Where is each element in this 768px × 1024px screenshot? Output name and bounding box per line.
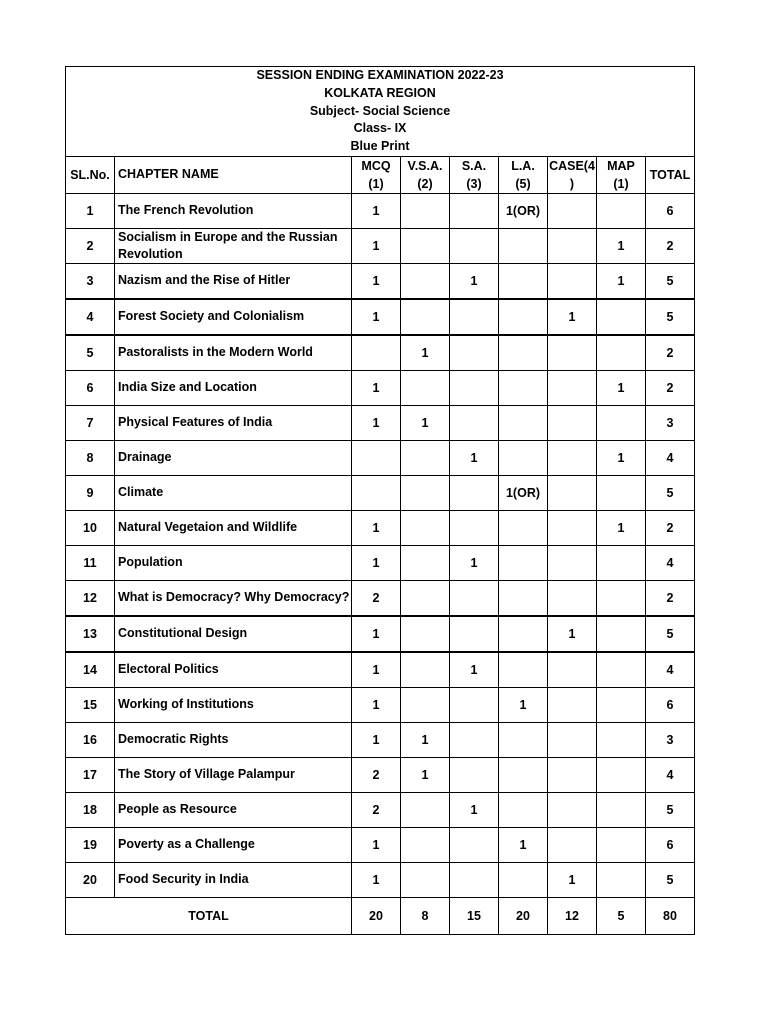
cell-name: Poverty as a Challenge <box>115 827 352 862</box>
cell-name: What is Democracy? Why Democracy? <box>115 580 352 616</box>
cell-mcq: 1 <box>352 405 401 440</box>
table-row <box>66 687 695 722</box>
table-row <box>66 652 695 688</box>
cell-name: Physical Features of India <box>115 405 352 440</box>
cell-map <box>597 757 646 792</box>
cell-la <box>499 370 548 405</box>
cell-name: Nazism and the Rise of Hitler <box>115 263 352 299</box>
cell-sl: 19 <box>66 827 115 862</box>
cell-name: Food Security in India <box>115 862 352 897</box>
cell-la: 1 <box>499 827 548 862</box>
col-case-label: CASE(4 <box>549 158 595 173</box>
totals-sa: 15 <box>450 897 499 934</box>
cell-sl: 17 <box>66 757 115 792</box>
cell-case <box>548 193 597 228</box>
cell-name: Climate <box>115 475 352 510</box>
table-row <box>66 228 695 263</box>
col-total: TOTAL <box>646 156 695 193</box>
cell-name: Working of Institutions <box>115 687 352 722</box>
cell-name: Electoral Politics <box>115 652 352 688</box>
cell-la <box>499 263 548 299</box>
cell-sa: 1 <box>450 652 499 688</box>
cell-total: 5 <box>646 299 695 335</box>
cell-vsa <box>401 299 450 335</box>
cell-mcq: 1 <box>352 193 401 228</box>
cell-la <box>499 792 548 827</box>
cell-sa <box>450 862 499 897</box>
cell-total: 4 <box>646 545 695 580</box>
table-row <box>66 335 695 371</box>
cell-case <box>548 510 597 545</box>
cell-sa <box>450 722 499 757</box>
cell-total: 5 <box>646 862 695 897</box>
table-row <box>66 299 695 335</box>
cell-mcq: 1 <box>352 299 401 335</box>
cell-name: The Story of Village Palampur <box>115 757 352 792</box>
cell-mcq: 1 <box>352 722 401 757</box>
cell-name: Drainage <box>115 440 352 475</box>
cell-vsa <box>401 440 450 475</box>
cell-total: 5 <box>646 263 695 299</box>
cell-sl: 16 <box>66 722 115 757</box>
cell-sa <box>450 228 499 263</box>
cell-name: Pastoralists in the Modern World <box>115 335 352 371</box>
cell-mcq <box>352 440 401 475</box>
cell-sl: 3 <box>66 263 115 299</box>
cell-vsa <box>401 580 450 616</box>
table-row <box>66 827 695 862</box>
cell-total: 4 <box>646 440 695 475</box>
cell-sl: 11 <box>66 545 115 580</box>
blueprint-table <box>65 66 695 935</box>
col-sa-label: S.A. <box>461 158 487 173</box>
cell-vsa <box>401 545 450 580</box>
cell-case <box>548 475 597 510</box>
totals-map: 5 <box>597 897 646 934</box>
cell-mcq: 2 <box>352 580 401 616</box>
cell-sl: 15 <box>66 687 115 722</box>
cell-sl: 14 <box>66 652 115 688</box>
cell-map <box>597 687 646 722</box>
cell-vsa <box>401 616 450 652</box>
cell-case <box>548 827 597 862</box>
cell-map <box>597 827 646 862</box>
cell-la: 1(OR) <box>499 193 548 228</box>
cell-mcq: 1 <box>352 652 401 688</box>
cell-mcq: 2 <box>352 757 401 792</box>
col-sa <box>450 156 499 193</box>
cell-map: 1 <box>597 228 646 263</box>
col-case <box>548 156 597 193</box>
cell-map: 1 <box>597 370 646 405</box>
cell-case <box>548 687 597 722</box>
cell-map: 1 <box>597 263 646 299</box>
cell-total: 2 <box>646 335 695 371</box>
cell-la <box>499 510 548 545</box>
col-map-label: MAP <box>607 158 635 173</box>
totals-vsa: 8 <box>401 897 450 934</box>
cell-la: 1 <box>499 687 548 722</box>
cell-vsa <box>401 263 450 299</box>
cell-sa <box>450 193 499 228</box>
cell-sa <box>450 687 499 722</box>
cell-mcq: 1 <box>352 370 401 405</box>
cell-case <box>548 792 597 827</box>
cell-name: People as Resource <box>115 792 352 827</box>
cell-mcq: 2 <box>352 792 401 827</box>
cell-sa <box>450 370 499 405</box>
cell-map <box>597 475 646 510</box>
cell-case: 1 <box>548 299 597 335</box>
cell-la <box>499 545 548 580</box>
cell-la <box>499 405 548 440</box>
cell-la <box>499 757 548 792</box>
cell-case <box>548 440 597 475</box>
col-vsa-marks: (2) <box>417 176 433 191</box>
cell-map: 1 <box>597 510 646 545</box>
cell-vsa <box>401 687 450 722</box>
cell-mcq <box>352 475 401 510</box>
cell-total: 2 <box>646 228 695 263</box>
col-mcq-marks: (1) <box>368 176 384 191</box>
cell-la <box>499 580 548 616</box>
cell-vsa <box>401 652 450 688</box>
cell-case <box>548 335 597 371</box>
cell-la <box>499 862 548 897</box>
cell-sl: 12 <box>66 580 115 616</box>
cell-la <box>499 228 548 263</box>
cell-sa <box>450 405 499 440</box>
cell-mcq: 1 <box>352 862 401 897</box>
exam-title: SESSION ENDING EXAMINATION 2022-23 <box>256 68 504 82</box>
col-mcq-label: MCQ <box>361 158 391 173</box>
cell-mcq: 1 <box>352 827 401 862</box>
cell-vsa <box>401 475 450 510</box>
col-map <box>597 156 646 193</box>
cell-name: Population <box>115 545 352 580</box>
cell-case <box>548 228 597 263</box>
cell-sa <box>450 335 499 371</box>
region-title: KOLKATA REGION <box>324 85 436 100</box>
cell-total: 3 <box>646 405 695 440</box>
col-chapter: CHAPTER NAME <box>115 156 352 193</box>
col-sa-marks: (3) <box>466 176 482 191</box>
cell-vsa <box>401 510 450 545</box>
col-mcq <box>352 156 401 193</box>
cell-name: Forest Society and Colonialism <box>115 299 352 335</box>
table-row <box>66 475 695 510</box>
cell-sl: 20 <box>66 862 115 897</box>
column-header-row <box>66 156 695 193</box>
cell-la <box>499 440 548 475</box>
cell-map: 1 <box>597 440 646 475</box>
cell-vsa: 1 <box>401 757 450 792</box>
cell-map <box>597 545 646 580</box>
totals-row <box>66 897 695 934</box>
cell-name: Socialism in Europe and the Russian Revolution <box>115 228 352 263</box>
cell-sa <box>450 580 499 616</box>
cell-vsa <box>401 862 450 897</box>
cell-map <box>597 652 646 688</box>
table-row <box>66 862 695 897</box>
cell-case <box>548 757 597 792</box>
cell-sl: 6 <box>66 370 115 405</box>
table-row <box>66 580 695 616</box>
cell-sa <box>450 827 499 862</box>
cell-la <box>499 299 548 335</box>
cell-total: 3 <box>646 722 695 757</box>
cell-vsa <box>401 827 450 862</box>
cell-la <box>499 616 548 652</box>
cell-sa <box>450 299 499 335</box>
cell-sl: 13 <box>66 616 115 652</box>
table-row <box>66 440 695 475</box>
totals-total: 80 <box>646 897 695 934</box>
cell-map <box>597 405 646 440</box>
cell-map <box>597 580 646 616</box>
col-map-marks: (1) <box>613 176 629 191</box>
cell-map <box>597 792 646 827</box>
cell-sl: 18 <box>66 792 115 827</box>
table-row <box>66 792 695 827</box>
table-row <box>66 616 695 652</box>
cell-mcq: 1 <box>352 263 401 299</box>
table-row <box>66 545 695 580</box>
cell-sl: 5 <box>66 335 115 371</box>
cell-case <box>548 652 597 688</box>
cell-sl: 10 <box>66 510 115 545</box>
cell-sa: 1 <box>450 792 499 827</box>
cell-case <box>548 580 597 616</box>
cell-total: 6 <box>646 827 695 862</box>
cell-map <box>597 193 646 228</box>
cell-vsa <box>401 193 450 228</box>
cell-case <box>548 545 597 580</box>
cell-vsa <box>401 370 450 405</box>
cell-sa <box>450 757 499 792</box>
cell-la <box>499 722 548 757</box>
totals-mcq: 20 <box>352 897 401 934</box>
cell-sl: 9 <box>66 475 115 510</box>
col-case-marks: ) <box>569 176 575 191</box>
cell-sa <box>450 475 499 510</box>
cell-total: 5 <box>646 792 695 827</box>
cell-total: 6 <box>646 687 695 722</box>
cell-sa <box>450 510 499 545</box>
table-row <box>66 722 695 757</box>
totals-label: TOTAL <box>66 897 352 934</box>
cell-sl: 8 <box>66 440 115 475</box>
cell-total: 5 <box>646 616 695 652</box>
cell-case <box>548 405 597 440</box>
cell-name: Natural Vegetaion and Wildlife <box>115 510 352 545</box>
cell-la <box>499 652 548 688</box>
cell-mcq: 1 <box>352 616 401 652</box>
cell-vsa: 1 <box>401 722 450 757</box>
subject-title: Subject- Social Science <box>309 103 451 118</box>
cell-total: 4 <box>646 652 695 688</box>
cell-map <box>597 299 646 335</box>
table-row <box>66 405 695 440</box>
cell-sl: 1 <box>66 193 115 228</box>
cell-mcq: 1 <box>352 687 401 722</box>
cell-la <box>499 335 548 371</box>
cell-sa: 1 <box>450 263 499 299</box>
class-title: Class- IX <box>353 121 407 136</box>
cell-sa: 1 <box>450 545 499 580</box>
cell-sl: 7 <box>66 405 115 440</box>
cell-map <box>597 335 646 371</box>
col-la-label: L.A. <box>511 158 535 173</box>
table-row <box>66 757 695 792</box>
table-row <box>66 263 695 299</box>
cell-sl: 2 <box>66 228 115 263</box>
cell-mcq <box>352 335 401 371</box>
cell-case <box>548 722 597 757</box>
cell-case: 1 <box>548 616 597 652</box>
totals-case: 12 <box>548 897 597 934</box>
cell-mcq: 1 <box>352 228 401 263</box>
cell-la: 1(OR) <box>499 475 548 510</box>
cell-vsa <box>401 228 450 263</box>
document-header <box>66 67 695 157</box>
cell-name: Democratic Rights <box>115 722 352 757</box>
cell-vsa <box>401 792 450 827</box>
cell-sa <box>450 616 499 652</box>
cell-total: 2 <box>646 580 695 616</box>
col-slno: SL.No. <box>66 156 115 193</box>
col-vsa <box>401 156 450 193</box>
cell-total: 6 <box>646 193 695 228</box>
cell-vsa: 1 <box>401 335 450 371</box>
cell-vsa: 1 <box>401 405 450 440</box>
cell-total: 2 <box>646 370 695 405</box>
cell-mcq: 1 <box>352 545 401 580</box>
blueprint-title: Blue Print <box>350 139 410 154</box>
table-row <box>66 193 695 228</box>
cell-name: Constitutional Design <box>115 616 352 652</box>
cell-sa: 1 <box>450 440 499 475</box>
totals-la: 20 <box>499 897 548 934</box>
col-vsa-label: V.S.A. <box>407 158 443 173</box>
cell-case: 1 <box>548 862 597 897</box>
cell-mcq: 1 <box>352 510 401 545</box>
cell-name: The French Revolution <box>115 193 352 228</box>
col-la <box>499 156 548 193</box>
cell-name: India Size and Location <box>115 370 352 405</box>
cell-map <box>597 616 646 652</box>
cell-map <box>597 862 646 897</box>
cell-case <box>548 263 597 299</box>
cell-map <box>597 722 646 757</box>
cell-case <box>548 370 597 405</box>
table-row <box>66 370 695 405</box>
cell-sl: 4 <box>66 299 115 335</box>
cell-total: 2 <box>646 510 695 545</box>
cell-total: 4 <box>646 757 695 792</box>
cell-total: 5 <box>646 475 695 510</box>
table-row <box>66 510 695 545</box>
col-la-marks: (5) <box>515 176 531 191</box>
